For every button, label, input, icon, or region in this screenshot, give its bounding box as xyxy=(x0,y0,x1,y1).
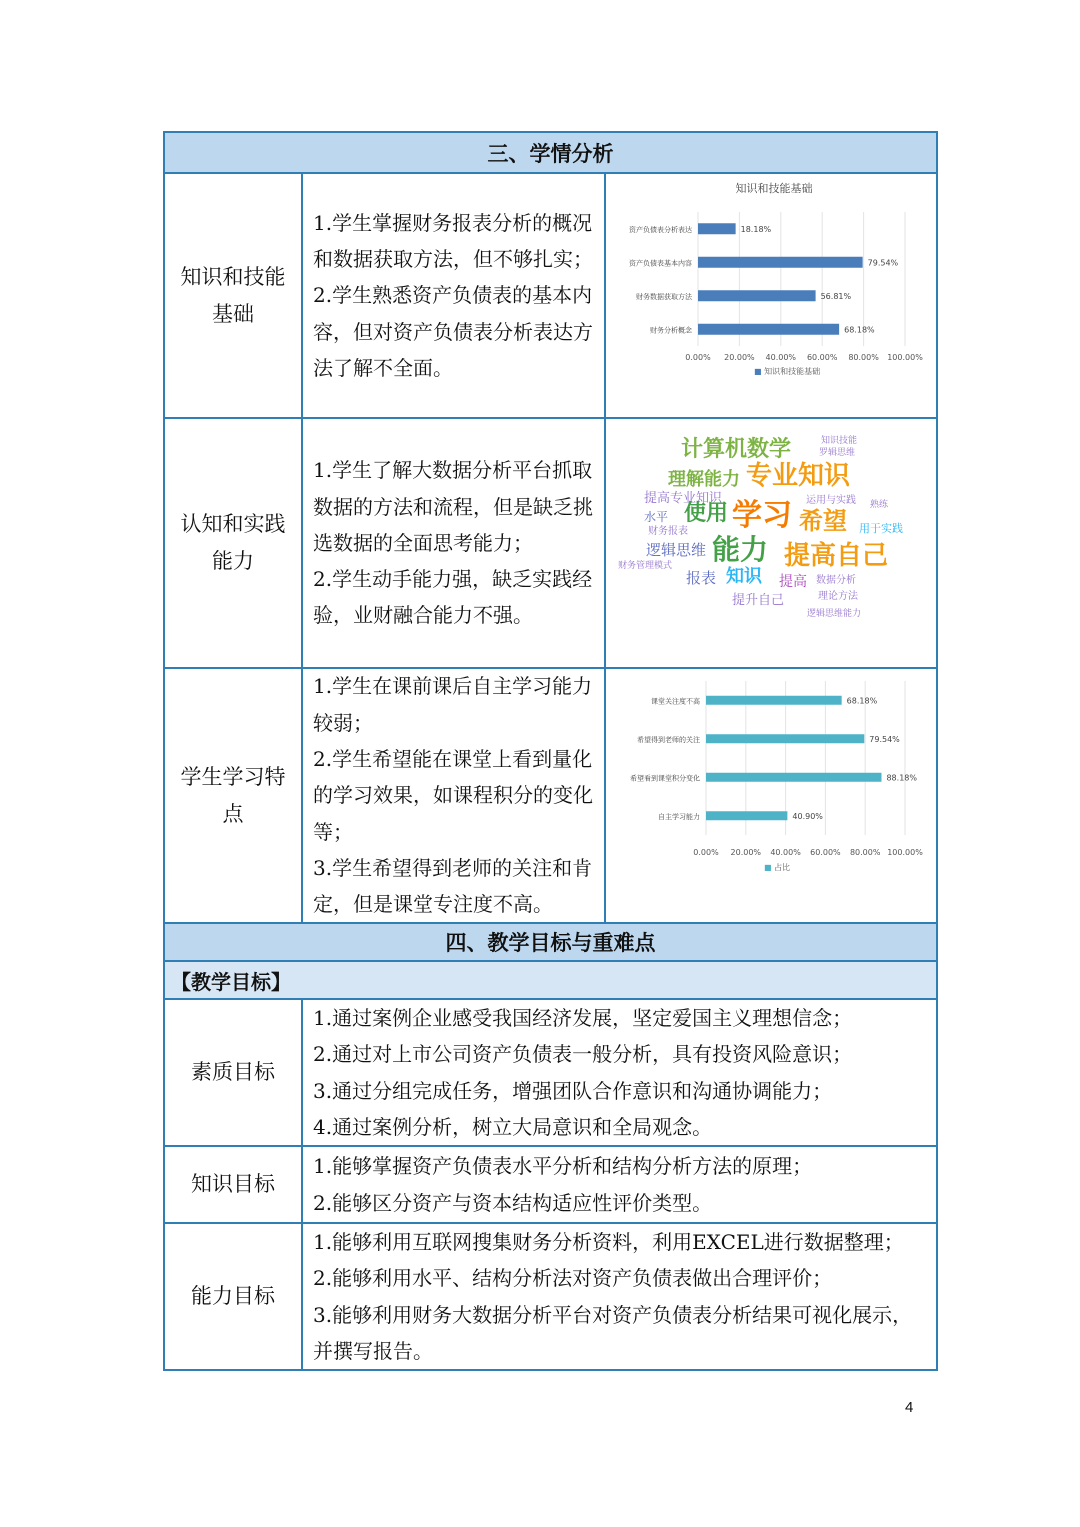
data-label: 68.18% xyxy=(846,696,878,706)
content-item: 1.通过案例企业感受我国经济发展，坚定爱国主义理想信念； xyxy=(313,1005,853,1030)
row-content xyxy=(303,419,606,667)
word-cloud-term: 知识技能 xyxy=(821,436,858,446)
chart-cell-knowledge xyxy=(606,174,936,417)
x-tick-label: 60.00% xyxy=(810,848,841,857)
data-label: 18.18% xyxy=(740,224,772,234)
lesson-plan-table xyxy=(163,131,938,1371)
section-title: 三、学情分析 xyxy=(487,140,614,166)
category-label: 希望得到老师的关注 xyxy=(637,735,700,744)
subheader-title: 【教学目标】 xyxy=(171,969,291,994)
data-label: 40.90% xyxy=(792,811,823,821)
word-cloud xyxy=(606,419,936,667)
section-title: 四、教学目标与重难点 xyxy=(445,930,656,955)
row-content xyxy=(303,1147,936,1222)
word-cloud-term: 提升自己 xyxy=(732,593,785,608)
row-content xyxy=(303,1224,936,1369)
word-cloud-term: 理论方法 xyxy=(818,591,858,602)
chart-legend: ■ 知识和技能基础 xyxy=(754,367,821,376)
knowledge-bar-chart xyxy=(606,174,936,417)
row-label: 认知和实践能力 xyxy=(165,419,303,667)
word-cloud-term: 用于实践 xyxy=(859,522,903,535)
x-tick-label: 100.00% xyxy=(887,353,923,362)
x-tick-label: 80.00% xyxy=(848,353,879,362)
bar xyxy=(706,696,842,705)
x-tick-label: 40.00% xyxy=(770,848,801,857)
analysis-row-knowledge xyxy=(165,172,936,417)
x-tick-label: 0.00% xyxy=(685,353,711,362)
content-item: 1.学生掌握财务报表分析的概况和数据获取方法，但不够扎实； xyxy=(313,210,593,272)
category-label: 资产负债表分析表达 xyxy=(629,225,692,234)
word-cloud-term: 计算机数学 xyxy=(681,437,792,462)
data-label: 68.18% xyxy=(844,325,875,335)
row-label: 学生学习特点 xyxy=(165,669,303,922)
content-item: 3.通过分组完成任务，增强团队合作意识和沟通协调能力； xyxy=(313,1078,833,1103)
word-cloud-term: 熟练 xyxy=(870,500,889,510)
bar xyxy=(698,223,736,234)
content-item: 2.通过对上市公司资产负债表一般分析，具有投资风险意识； xyxy=(313,1042,853,1067)
data-label: 88.18% xyxy=(886,773,917,783)
x-tick-label: 20.00% xyxy=(730,848,762,857)
x-tick-label: 60.00% xyxy=(806,353,838,362)
bar xyxy=(698,257,863,268)
section-header-learning-analysis xyxy=(165,133,936,172)
subheader-teaching-objectives xyxy=(165,960,936,998)
row-label: 素质目标 xyxy=(165,1000,303,1145)
word-cloud-term: 财务管理模式 xyxy=(618,561,673,571)
chart-legend: ■ 占比 xyxy=(764,863,791,872)
row-label: 知识和技能基础 xyxy=(165,174,303,417)
word-cloud-term: 罗辑思维 xyxy=(819,448,856,458)
word-cloud-term: 学习 xyxy=(732,498,792,533)
data-label: 79.54% xyxy=(869,734,900,744)
content-item: 3.能够利用财务大数据分析平台对资产负债表分析结果可视化展示，并撰写报告。 xyxy=(313,1302,913,1363)
word-cloud-term: 专业知识 xyxy=(746,461,851,491)
category-label: 希望看到课堂积分变化 xyxy=(630,774,700,783)
content-item: 2.能够利用水平、结构分析法对资产负债表做出合理评价； xyxy=(313,1266,833,1291)
row-content xyxy=(303,669,606,922)
content-item: 3.学生希望得到老师的关注和肯定，但是课堂专注度不高。 xyxy=(313,855,593,917)
data-label: 79.54% xyxy=(867,258,899,268)
row-content xyxy=(303,174,606,417)
bar xyxy=(698,324,839,335)
word-cloud-term: 提高专业知识 xyxy=(644,491,723,506)
word-cloud-term: 报表 xyxy=(686,569,717,587)
category-label: 财务分析概念 xyxy=(650,326,692,335)
category-label: 财务数据获取方法 xyxy=(636,292,692,301)
content-item: 4.通过案例分析，树立大局意识和全局观念。 xyxy=(313,1114,713,1139)
content-item: 2.能够区分资产与资本结构适应性评价类型。 xyxy=(313,1190,713,1215)
x-tick-label: 0.00% xyxy=(693,848,719,857)
category-label: 自主学习能力 xyxy=(658,812,700,821)
word-cloud-term: 使用 xyxy=(684,501,729,526)
row-label: 能力目标 xyxy=(165,1224,303,1369)
word-cloud-term: 希望 xyxy=(799,507,847,535)
bar xyxy=(698,290,816,301)
bar xyxy=(706,734,864,743)
analysis-row-cognition xyxy=(165,417,936,667)
word-cloud-term: 能力 xyxy=(712,533,769,566)
row-label: 知识目标 xyxy=(165,1147,303,1222)
chart-cell-traits xyxy=(606,669,936,922)
content-item: 1.学生了解大数据分析平台抓取数据的方法和流程，但是缺乏挑选数据的全面思考能力； xyxy=(313,458,593,555)
content-item: 2.学生动手能力强，缺乏实践经验，业财融合能力不强。 xyxy=(313,567,593,628)
category-label: 资产负债表基本内容 xyxy=(629,259,692,268)
objective-row-quality xyxy=(165,998,936,1145)
word-cloud-term: 运用与实践 xyxy=(806,495,856,506)
traits-bar-chart xyxy=(606,669,936,922)
page-number: 4 xyxy=(905,1399,914,1416)
data-label: 56.81% xyxy=(820,291,852,301)
analysis-row-learning-traits xyxy=(165,667,936,922)
word-cloud-term: 提高 xyxy=(779,574,807,590)
word-cloud-term: 提高自己 xyxy=(784,541,889,571)
content-item: 1.能够利用互联网搜集财务分析资料，利用EXCEL进行数据整理； xyxy=(313,1229,904,1254)
content-item: 1.能够掌握资产负债表水平分析和结构分析方法的原理； xyxy=(313,1154,813,1179)
word-cloud-term: 逻辑思维能力 xyxy=(807,609,862,619)
row-content xyxy=(303,1000,936,1145)
word-cloud-term: 知识 xyxy=(726,566,762,587)
objective-row-knowledge xyxy=(165,1145,936,1222)
content-item: 1.学生在课前课后自主学习能力较弱； xyxy=(313,674,593,735)
x-tick-label: 100.00% xyxy=(887,848,923,857)
content-item: 2.学生希望能在课堂上看到量化的学习效果，如课程积分的变化等； xyxy=(313,747,593,844)
bar xyxy=(706,811,787,820)
objective-row-ability xyxy=(165,1222,936,1369)
bar xyxy=(706,773,881,782)
x-tick-label: 40.00% xyxy=(765,353,797,362)
word-cloud-term: 逻辑思维 xyxy=(646,541,707,559)
word-cloud-term: 数据分析 xyxy=(816,575,856,586)
x-tick-label: 20.00% xyxy=(724,353,755,362)
chart-title: 知识和技能基础 xyxy=(735,182,813,195)
section-header-objectives xyxy=(165,922,936,960)
word-cloud-term: 财务报表 xyxy=(648,526,688,537)
word-cloud-term: 理解能力 xyxy=(668,469,740,490)
word-cloud-term: 水平 xyxy=(644,510,669,524)
content-item: 2.学生熟悉资产负债表的基本内容，但对资产负债表分析表达方法了解不全面。 xyxy=(313,283,593,380)
category-label: 课堂关注度不高 xyxy=(651,697,700,706)
x-tick-label: 80.00% xyxy=(849,848,881,857)
